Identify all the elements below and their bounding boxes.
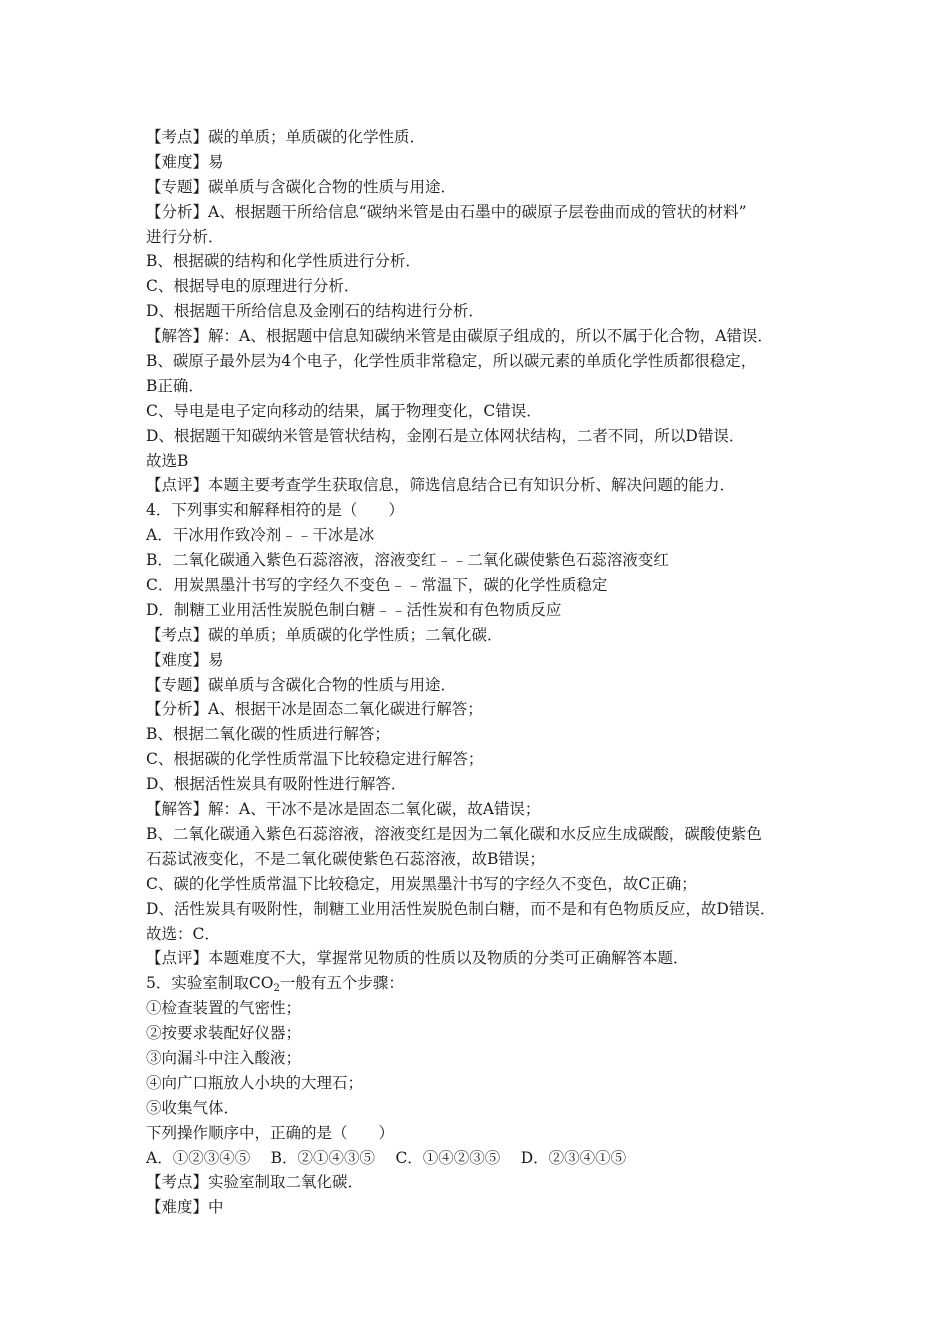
- text-line: B．二氧化碳通入紫色石蕊溶液，溶液变红﹣﹣二氧化碳使紫色石蕊溶液变红: [146, 551, 669, 570]
- text-line: 【解答】解：A、根据题中信息知碳纳米管是由碳原子组成的，所以不属于化合物，A错误．: [146, 327, 773, 346]
- text-line: B、根据碳的结构和化学性质进行分析．: [146, 252, 421, 271]
- text-line: 【难度】易: [146, 152, 224, 171]
- text-line: 【考点】碳的单质；单质碳的化学性质；二氧化碳．: [146, 625, 503, 644]
- text-line: C、碳的化学性质常温下比较稳定，用炭黑墨汁书写的字经久不变色，故C正确；: [146, 874, 697, 893]
- text-line: D、根据活性炭具有吸附性进行解答．: [146, 775, 407, 794]
- text-line: 【难度】中: [146, 1198, 224, 1217]
- text-line: 【解答】解：A、干冰不是冰是固态二氧化碳，故A错误；: [146, 800, 541, 819]
- text-line: 【点评】本题主要考查学生获取信息，筛选信息结合已有知识分析、解决问题的能力．: [146, 476, 736, 495]
- text-line: ③向漏斗中注入酸液；: [146, 1048, 302, 1067]
- text-block-q5: [146, 996, 826, 1220]
- text-line: B、二氧化碳通入紫色石蕊溶液，溶液变红是因为二氧化碳和水反应生成碳酸，碳酸使紫色: [146, 824, 762, 843]
- text-line: ④向广口瓶放人小块的大理石；: [146, 1073, 364, 1092]
- text-line: B、根据二氧化碳的性质进行解答；: [146, 725, 390, 744]
- text-line: 【专题】碳单质与含碳化合物的性质与用途．: [146, 177, 457, 196]
- text-line: 【难度】易: [146, 650, 224, 669]
- text-line: 【点评】本题难度不大，掌握常见物质的性质以及物质的分类可正确解答本题．: [146, 949, 689, 968]
- text-line: 故选B: [146, 451, 189, 470]
- text-line: 【考点】实验室制取二氧化碳．: [146, 1173, 364, 1192]
- text-line: ②按要求装配好仪器；: [146, 1024, 302, 1043]
- text-line: D、根据题干所给信息及金刚石的结构进行分析．: [146, 302, 484, 321]
- q5-prefix: 5．实验室制取CO: [146, 974, 274, 993]
- text-block-q3-q4: [146, 125, 826, 971]
- text-line: ①检查装置的气密性；: [146, 999, 302, 1018]
- text-line: 4．下列事实和解释相符的是（ ）: [146, 501, 404, 520]
- text-line: 故选：C．: [146, 924, 220, 943]
- q5-suffix: 一般有五个步骤：: [279, 974, 404, 993]
- text-line: C．用炭黑墨汁书写的字经久不变色﹣﹣常温下，碳的化学性质稳定: [146, 576, 608, 595]
- text-line: A．①②③④⑤ B．②①④③⑤ C．①④②③⑤ D．②③④①⑤: [146, 1148, 627, 1167]
- text-line: D．制糖工业用活性炭脱色制白糖﹣﹣活性炭和有色物质反应: [146, 600, 562, 619]
- text-line: 进行分析．: [146, 227, 224, 246]
- text-line: C、根据导电的原理进行分析．: [146, 277, 360, 296]
- text-line: C、导电是电子定向移动的结果，属于物理变化，C错误．: [146, 401, 542, 420]
- text-line: 【专题】碳单质与含碳化合物的性质与用途．: [146, 675, 457, 694]
- text-line: B正确．: [146, 376, 204, 395]
- q5-subscript: 2: [273, 983, 280, 995]
- text-line: D、活性炭具有吸附性，制糖工业用活性炭脱色制白糖，而不是和有色物质反应，故D错误．: [146, 899, 776, 918]
- text-line: B、碳原子最外层为4个电子，化学性质非常稳定，所以碳元素的单质化学性质都很稳定，: [146, 352, 757, 371]
- document-content: [146, 125, 826, 1220]
- text-line: ⑤收集气体．: [146, 1098, 240, 1117]
- text-line: 【分析】A、根据干冰是固态二氧化碳进行解答；: [146, 700, 483, 719]
- text-line: A．干冰用作致冷剂﹣﹣干冰是冰: [146, 526, 375, 545]
- text-line: 【考点】碳的单质；单质碳的化学性质．: [146, 128, 426, 146]
- text-line: C、根据碳的化学性质常温下比较稳定进行解答；: [146, 750, 484, 769]
- question-5-stem: [146, 971, 826, 996]
- text-line: 石蕊试液变化，不是二氧化碳使紫色石蕊溶液，故B错误；: [146, 849, 545, 868]
- text-line: 下列操作顺序中，正确的是（ ）: [146, 1123, 395, 1142]
- text-line: D、根据题干知碳纳米管是管状结构，金刚石是立体网状结构，二者不同，所以D错误．: [146, 426, 745, 445]
- text-line: 【分析】A、根据题干所给信息“碳纳米管是由石墨中的碳原子层卷曲而成的管状的材料”: [146, 202, 747, 221]
